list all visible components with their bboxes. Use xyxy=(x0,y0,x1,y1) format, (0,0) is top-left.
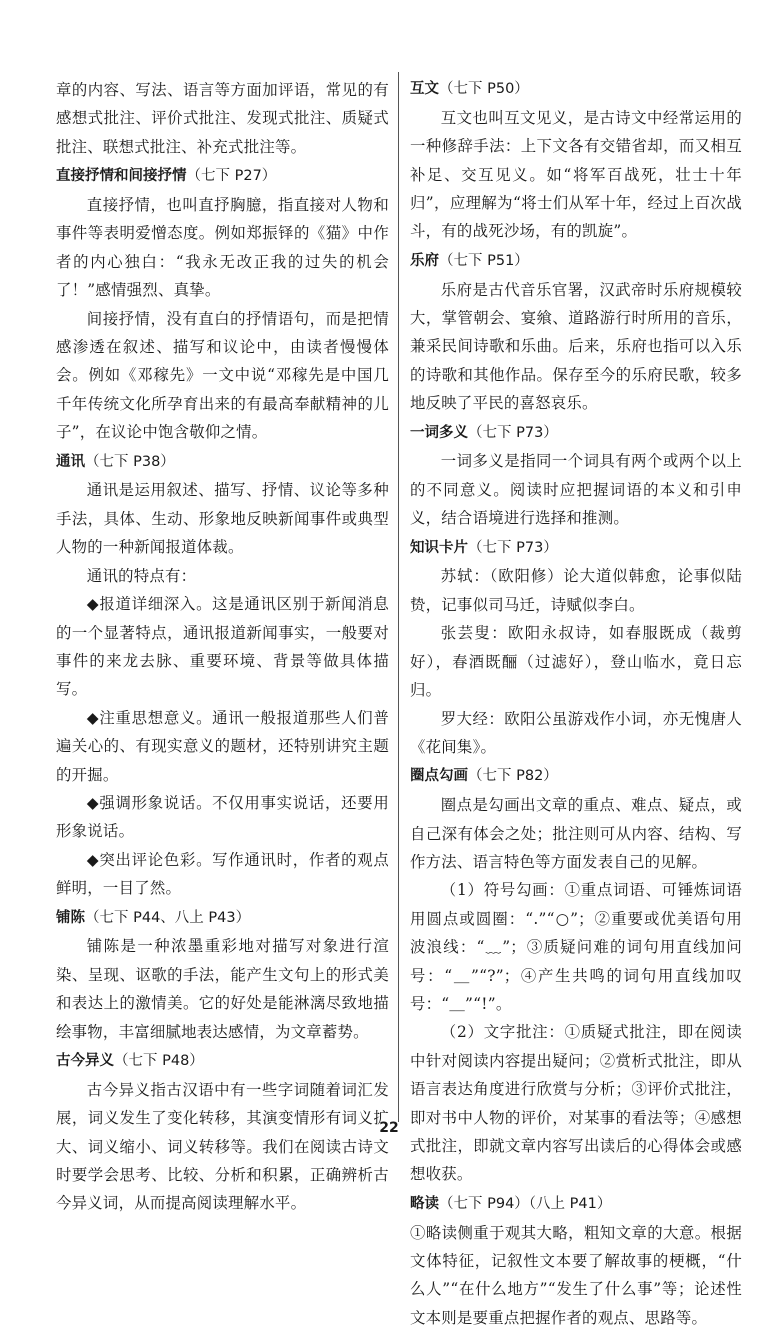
page-number: 22 xyxy=(379,1120,399,1136)
heading-ref: （七下 P50） xyxy=(439,81,529,97)
heading-ref: （七下 P73） xyxy=(468,539,558,556)
section-heading-yuefu xyxy=(410,248,742,276)
paragraph: 古今异义指古汉语中有一些字词随着词汇发展，词义发生了变化转移，其演变情形有词义扩大、词义缩小、词义转移等。我们在阅读古诗文时要学会思考、比较、分析和积累，正确辨析古今异义词，从而提高阅读理解水平。 xyxy=(56,1080,389,1213)
paragraph: 张芸叟：欧阳永叔诗，如春服既成（裁剪好），春酒既酾（过滤好），登山临水，竟日忘归。 xyxy=(410,624,742,700)
heading-title: 古今异义 xyxy=(56,1052,114,1069)
left-column xyxy=(56,76,389,1218)
paragraph: 通讯的特点有： xyxy=(86,566,197,585)
paragraph: 章的内容、写法、语言等方面加评语，常见的有感想式批注、评价式批注、发现式批注、质疑式批注、联想式批注、补充式批注等。 xyxy=(56,81,389,156)
section-heading-elaboration xyxy=(56,905,389,933)
heading-title: 知识卡片 xyxy=(410,539,468,556)
heading-ref: （七下 P44、八上 P43） xyxy=(85,909,251,926)
heading-title: 互文 xyxy=(410,81,439,97)
paragraph: 乐府是古代音乐官署，汉武帝时乐府规模较大，掌管朝会、宴飨、道路游行时所用的音乐，兼采民间诗歌和乐曲。后来，乐府也指可以入乐的诗歌和其他作品。保存至今的乐府民歌，较多地反映了平民的喜怒哀乐。 xyxy=(410,280,742,413)
paragraph: （1）符号勾画：①重点词语、可锤炼词语用圆点或圆圈：“.”“○”；②重要或优美语句用波浪线：“﹏”；③质疑问难的词句用直线加问号：“＿”“?”；④产生共鸣的词句用直线加叹号：“＿”“!”。 xyxy=(410,881,742,1013)
paragraph: 直接抒情，也叫直抒胸臆，指直接对人物和事件等表明爱憎态度。例如郑振铎的《猫》中作者的内心独白：“我永无改正我的过失的机会了！”感情强烈、真挚。 xyxy=(56,196,389,300)
paragraph: 间接抒情，没有直白的抒情语句，而是把情感渗透在叙述、描写和议论中，由读者慢慢体会。例如《邓稼先》一文中说“邓稼先是中国几千年传统文化所孕育出来的有最高奉献精神的儿子”，在议论中饱含敬仰之情。 xyxy=(56,309,389,442)
section-heading-knowledge-card xyxy=(410,535,742,563)
section-heading-ancient-modern-meaning xyxy=(56,1048,389,1076)
paragraph: （2）文字批注：①质疑式批注，即在阅读中针对阅读内容提出疑问；②赏析式批注，即从语言表达角度进行欣赏与分析；③评价式批注，即对书中人物的评价，对某事的看法等；④感想式批注，即就文章内容写出读后的心得体会或感想收获。 xyxy=(410,1023,742,1184)
paragraph: 通讯是运用叙述、描写、抒情、议论等多种手法，具体、生动、形象地反映新闻事件或典型人物的一种新闻报道体裁。 xyxy=(56,481,389,557)
bullet-paragraph: ◆突出评论色彩。写作通讯时，作者的观点鲜明，一目了然。 xyxy=(56,850,389,898)
section-heading-direct-indirect-lyric xyxy=(56,163,389,191)
paragraph: 罗大经：欧阳公虽游戏作小词，亦无愧唐人《花间集》。 xyxy=(410,709,742,756)
column-divider xyxy=(398,72,399,1122)
paragraph: 圈点是勾画出文章的重点、难点、疑点，或自己深有体会之处；批注则可从内容、结构、写作方法、语言特色等方面发表自己的见解。 xyxy=(410,796,742,871)
heading-title: 圈点勾画 xyxy=(410,768,468,785)
heading-title: 通讯 xyxy=(56,453,85,470)
paragraph: ①略读侧重于观其大略，粗知文章的大意。根据文体特征，记叙性文本要了解故事的梗概，“什么人”“在什么地方”“发生了什么事”等；论述性文本则是要重点把握作者的观点、思路等。 xyxy=(410,1223,742,1327)
heading-ref: （七下 P38） xyxy=(85,453,175,470)
heading-title: 直接抒情和间接抒情 xyxy=(56,168,187,185)
heading-ref: （七下 P27） xyxy=(186,168,277,185)
heading-ref: （七下 P51） xyxy=(439,252,529,269)
heading-title: 乐府 xyxy=(410,252,439,269)
heading-ref: （七下 P82） xyxy=(468,768,558,785)
heading-title: 一词多义 xyxy=(410,424,468,441)
section-heading-news-report xyxy=(56,449,389,477)
heading-title: 铺陈 xyxy=(56,909,85,926)
paragraph: 铺陈是一种浓墨重彩地对描写对象进行渲染、呈现、讴歌的手法，能产生文句上的形式美和表达上的激情美。它的好处是能淋漓尽致地描绘事物，丰富细腻地表达感情，为文章蓄势。 xyxy=(56,937,389,1041)
section-heading-polysemy xyxy=(410,420,742,448)
paragraph: 一词多义是指同一个词具有两个或两个以上的不同意义。阅读时应把握词语的本义和引申义，结合语境进行选择和推测。 xyxy=(410,452,742,528)
section-heading-intertextuality xyxy=(410,76,742,104)
paragraph: 苏轼：（欧阳修）论大道似韩愈，论事似陆贽，记事似司马迁，诗赋似李白。 xyxy=(410,567,742,614)
right-column xyxy=(410,76,742,1332)
paragraph: 互文也叫互文见义，是古诗文中经常运用的一种修辞手法：上下文各有交错省却，而又相互补足、交互见义。如“将军百战死，壮士十年归”，应理解为“将士们从军十年，经过上百次战斗，有的战死沙场，有的凯旋”。 xyxy=(410,108,742,241)
bullet-paragraph: ◆强调形象说话。不仅用事实说话，还要用形象说话。 xyxy=(56,793,389,841)
bullet-paragraph: ◆注重思想意义。通讯一般报道那些人们普遍关心的、有现实意义的题材，还特别讲究主题的开掘。 xyxy=(56,708,389,784)
heading-ref: （七下 P94）（八上 P41） xyxy=(439,1195,612,1212)
bullet-paragraph: ◆报道详细深入。这是通讯区别于新闻消息的一个显著特点，通讯报道新闻事实，一般要对事件的来龙去脉、重要环境、背景等做具体描写。 xyxy=(56,595,389,699)
section-heading-annotation-marks xyxy=(410,763,742,791)
section-heading-skim-reading xyxy=(410,1191,742,1219)
heading-ref: （七下 P73） xyxy=(468,424,558,441)
heading-ref: （七下 P48） xyxy=(114,1052,204,1069)
heading-title: 略读 xyxy=(410,1195,439,1212)
